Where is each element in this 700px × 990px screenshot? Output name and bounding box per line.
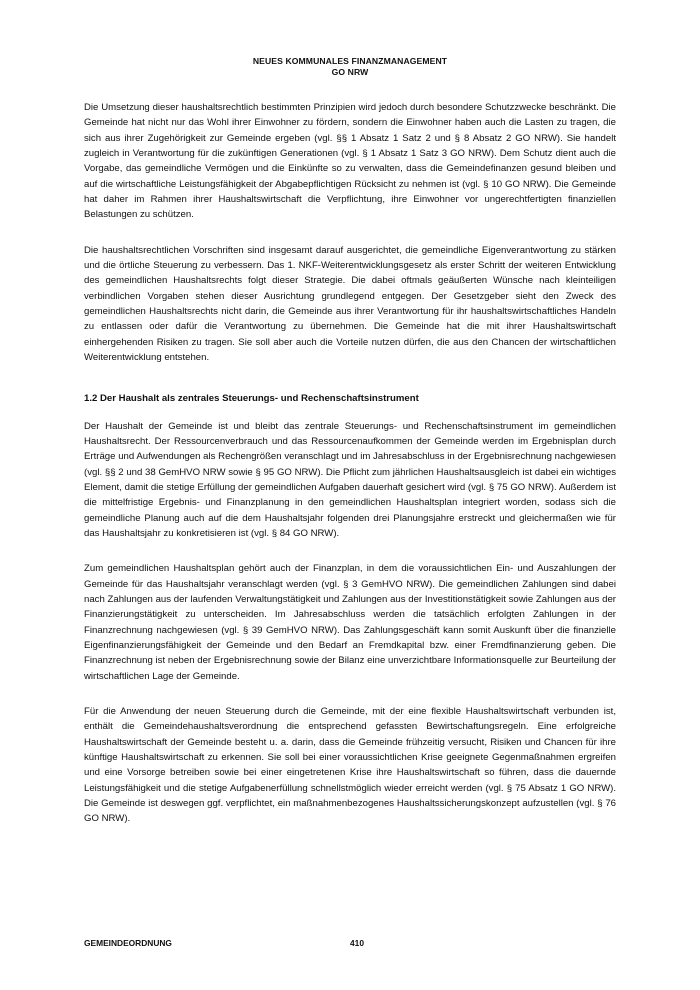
paragraph: Für die Anwendung der neuen Steuerung durch die Gemeinde, mit der eine flexible Haushaltswirtschaft verbunden ist, enthält die Gemeindehaushaltsverordnung die entsprechend gefassten Bewirtschaftungsregeln. Eine erfolgreiche Haushaltswirtschaft der Gemeinde besteht u. a. darin, dass die Gemeinde frühzeitig versucht, Risiken und Chancen für ihre künftige Haushaltswirtschaft zu erkennen. Sie soll bei einer voraussichtlichen Krise geeignete Gegenmaßnahmen ergreifen und eine Vorsorge betreiben sowie bei einer eingetretenen Krise ihre Haushaltswirtschaft so führen, dass die dauernde Leistungsfähigkeit und die stetige Aufgabenerfüllung schnellstmöglich wieder erreicht werden (vgl. § 75 Absatz 1 GO NRW). Die Gemeinde ist deswegen ggf. verpflichtet, ein maßnahmenbezogenes Haushaltssicherungskonzept aufzustellen (vgl. § 76 GO NRW).: [84, 706, 616, 825]
section-heading: 1.2 Der Haushalt als zentrales Steuerungs- und Rechenschaftsinstrument: [84, 392, 419, 404]
paragraph: Die Umsetzung dieser haushaltsrechtlich bestimmten Prinzipien wird jedoch durch besondere Schutzzwecke beschränkt. Die Gemeinde hat nicht nur das Wohl ihrer Einwohner zu fördern, sondern die Einwohner haben auch die Lasten zu tragen, die sich aus ihrer Zugehörigkeit zur Gemeinde ergeben (vgl. §§ 1 Absatz 1 Satz 2 und § 8 Absatz 2 GO NRW). Sie handelt zugleich in Verantwortung für die zukünftigen Generationen (vgl. § 1 Absatz 1 Satz 3 GO NRW). Dem Schutz dient auch die Vorgabe, das gemeindliche Vermögen und die Einkünfte so zu verwalten, dass die Gemeindefinanzen gesund bleiben und auf die wirtschaftliche Leistungsfähigkeit der Abgabepflichtigen Rücksicht zu nehmen ist (vgl. § 10 GO NRW). Die Gemeinde hat daher im Rahmen ihrer Haushaltswirtschaft die Verpflichtung, ihre Einwohner vor ungerechtfertigten finanziellen Belastungen zu schützen.: [84, 102, 616, 221]
paragraph: Die haushaltsrechtlichen Vorschriften sind insgesamt darauf ausgerichtet, die gemeindliche Eigenverantwortung zu stärken und die örtliche Steuerung zu verbessern. Das 1. NKF-Weiterentwicklungsgesetz als erster Schritt der weiteren Entwicklung des gemeindlichen Haushaltsrechts folgt dieser Strategie. Die dabei oftmals geäußerten Wünsche nach kleinteiligen verbindlichen Vorgaben stehen dieser Ausrichtung grundlegend entgegen. Der Gesetzgeber sieht den Zweck des gemeindlichen Haushaltsrechts nicht darin, die Gemeinde aus ihrer Verantwortung für ihr haushaltswirtschaftliches Handeln zu entlassen oder dafür die Verantwortung zu übernehmen. Die Gemeinde hat die mit ihrer Haushaltswirtschaft einhergehenden Risiken zu tragen. Sie soll aber auch die Vorteile nutzen dürfen, die aus den Chancen der wirtschaftlichen Weiterentwicklung entstehen.: [84, 244, 616, 364]
footer-label: GEMEINDEORDNUNG: [84, 938, 172, 948]
page-number: 410: [350, 938, 364, 948]
document-body: [84, 100, 616, 847]
paragraph: Der Haushalt der Gemeinde ist und bleibt das zentrale Steuerungs- und Rechenschaftsinstrument im gemeindlichen Haushaltsrecht. Der Ressourcenverbrauch und das Ressourcenaufkommen der Gemeinde werden im Ergebnisplan durch Erträge und Aufwendungen als Rechengrößen veranschlagt und im Jahresabschluss in der Ergebnisrechnung nachgewiesen (vgl. §§ 2 und 38 GemHVO NRW sowie § 95 GO NRW). Die Pflicht zum jährlichen Haushaltsausgleich ist dabei ein wichtiges Element, damit die stetige Erfüllung der gemeindlichen Aufgaben dauerhaft gesichert wird (vgl. § 75 GO NRW). Außerdem ist die mittelfristige Ergebnis- und Finanzplanung in den gemeindlichen Haushaltsplan integriert worden, sodass sich die gemeindliche Planung auch auf die dem Haushaltsjahr folgenden drei Planungsjahre erstreckt und gleichermaßen wie für das Haushaltsjahr zu konkretisieren ist (vgl. § 84 GO NRW).: [84, 420, 616, 539]
paragraph: Zum gemeindlichen Haushaltsplan gehört auch der Finanzplan, in dem die voraussichtlichen Ein- und Auszahlungen der Gemeinde für das Haushaltsjahr veranschlagt werden (vgl. § 3 GemHVO NRW). Die gemeindlichen Zahlungen sind dabei nach Zahlungen aus der laufenden Verwaltungstätigkeit und Zahlungen aus der Investitionstätigkeit sowie Zahlungen aus der Finanzierungstätigkeit zu unterscheiden. Im Jahresabschluss werden die tatsächlich erfolgten Zahlungen in der Finanzrechnung nachgewiesen (vgl. § 39 GemHVO NRW). Das Zahlungsgeschäft kann somit Auskunft über die finanzielle Eigenfinanzierungsfähigkeit der Gemeinde und den Bedarf an Fremdkapital bzw. einer Fremdfinanzierung geben. Die Finanzrechnung ist neben der Ergebnisrechnung sowie der Bilanz eine unverzichtbare Informationsquelle zur Beurteilung der wirtschaftlichen Lage der Gemeinde.: [84, 563, 616, 682]
header-subtitle: GO NRW: [331, 67, 369, 77]
header-title: NEUES KOMMUNALES FINANZMANAGEMENT: [252, 56, 448, 66]
page-header: [0, 56, 700, 78]
